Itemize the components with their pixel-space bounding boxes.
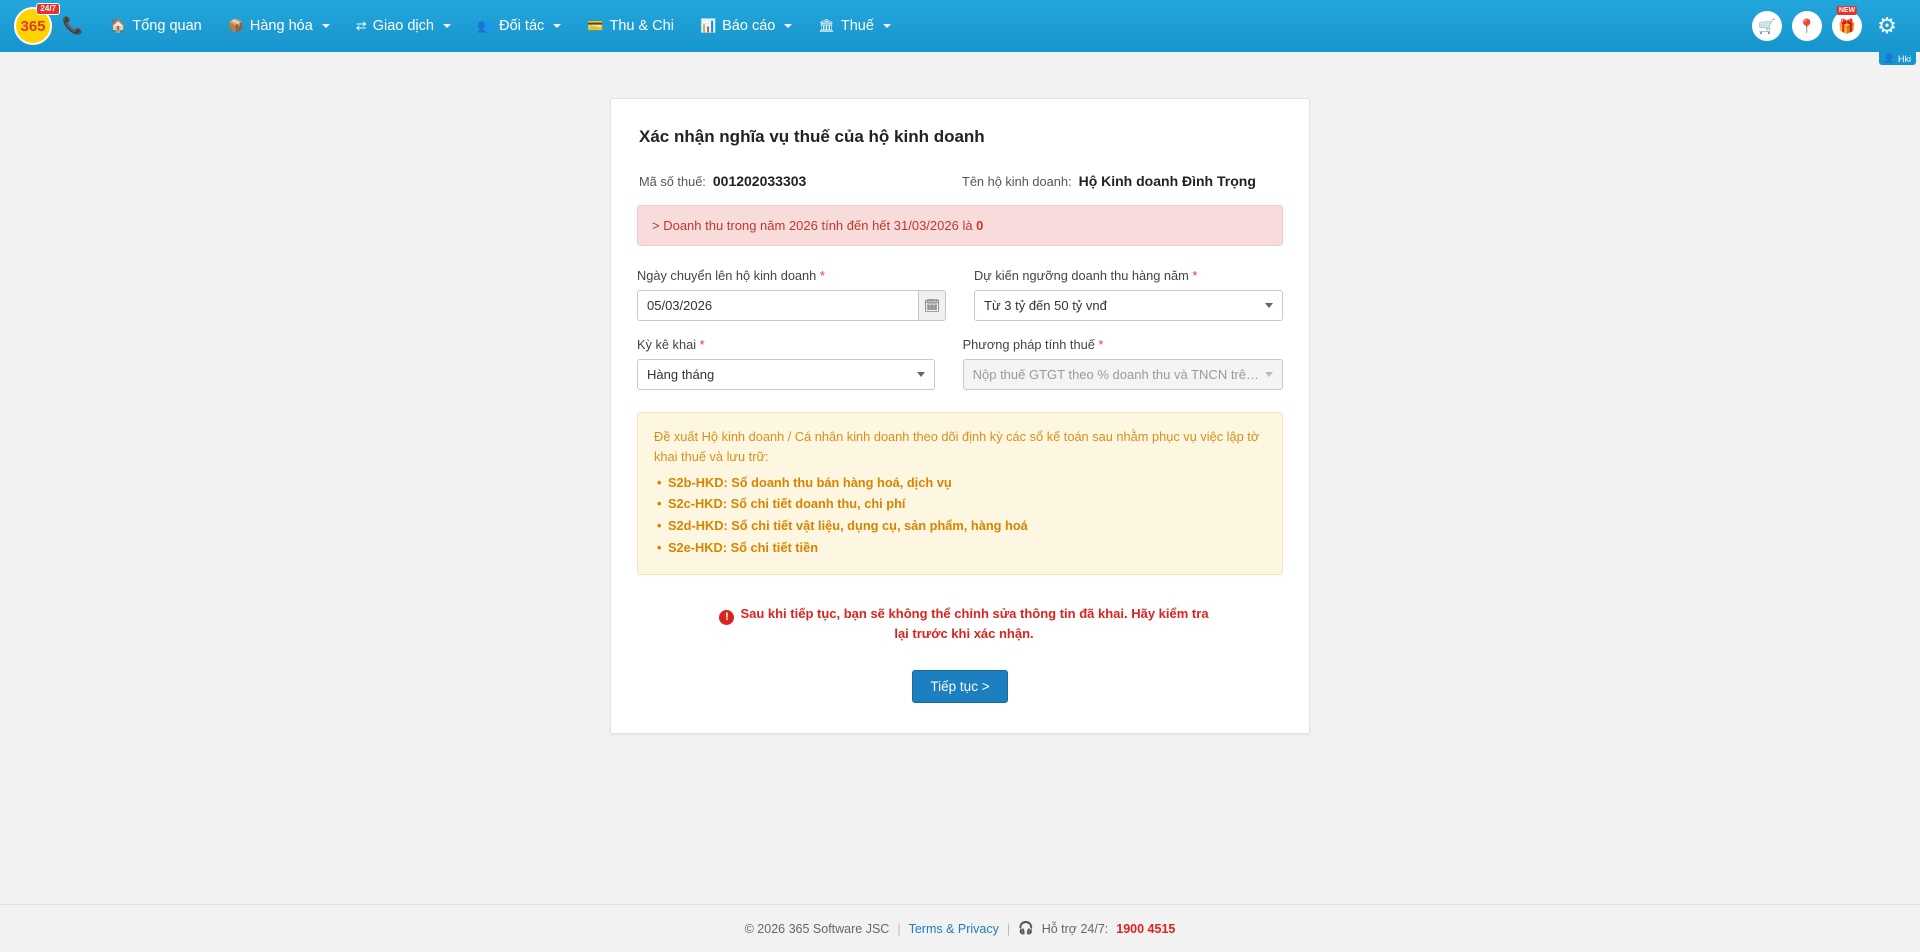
main-menu bbox=[97, 0, 904, 52]
user-chip[interactable] bbox=[1879, 52, 1916, 65]
revenue-threshold-select[interactable] bbox=[974, 290, 1283, 321]
declaration-period-label bbox=[637, 337, 935, 352]
new-badge: NEW bbox=[1838, 7, 1856, 14]
list-item: • S2b-HKD: Sổ doanh thu bán hàng hoá, dịch vụ bbox=[654, 473, 1266, 493]
wallet-icon: 💳 bbox=[587, 18, 604, 33]
chevron-down-icon bbox=[1265, 372, 1273, 377]
revenue-threshold-label-text: Dự kiến ngưỡng doanh thu hàng năm bbox=[974, 268, 1189, 283]
field-declaration-period bbox=[637, 337, 935, 390]
list-item: • S2e-HKD: Sổ chi tiết tiền bbox=[654, 538, 1266, 558]
field-tax-method bbox=[963, 337, 1283, 390]
calendar-icon[interactable]: 🗓 bbox=[918, 290, 946, 321]
suggestion-list bbox=[654, 473, 1266, 558]
business-info-row bbox=[637, 173, 1283, 189]
nav-item-bao-cao[interactable] bbox=[687, 0, 805, 52]
revenue-alert-text: > Doanh thu trong năm 2026 tính đến hết 31/03/2026 là bbox=[652, 218, 977, 233]
transfer-date-label bbox=[637, 268, 946, 283]
location-pin-icon[interactable] bbox=[1792, 11, 1822, 41]
bank-icon: 🏛 bbox=[818, 18, 835, 33]
gift-glyph: 🎁 bbox=[1838, 17, 1856, 34]
transfer-date-input[interactable] bbox=[637, 290, 918, 321]
suggestion-intro: Đề xuất Hộ kinh doanh / Cá nhân kinh doanh theo dõi định kỳ các sổ kế toán sau nhằm phục vụ việc lập tờ khai thuế và lưu trữ: bbox=[654, 429, 1260, 464]
tax-code-label: Mã số thuế: bbox=[639, 174, 706, 189]
pin-glyph: 📍 bbox=[1798, 17, 1816, 34]
chart-icon: 📊 bbox=[699, 18, 717, 33]
nav-label: Tổng quan bbox=[132, 18, 202, 34]
dashboard-icon: 🏠 bbox=[110, 18, 127, 33]
field-transfer-date bbox=[637, 268, 946, 321]
business-name-value: Hộ Kinh doanh Đình Trọng bbox=[1078, 173, 1256, 189]
nav-label: Giao dịch bbox=[372, 18, 434, 34]
declaration-period-select[interactable] bbox=[637, 359, 935, 390]
nav-label: Thu & Chi bbox=[609, 18, 674, 34]
alert-icon: ! bbox=[719, 610, 734, 625]
user-icon: 👤 bbox=[1883, 53, 1895, 63]
tax-method-value: Nộp thuế GTGT theo % doanh thu và TNCN trê… bbox=[972, 367, 1259, 382]
business-name-block bbox=[960, 173, 1283, 189]
footer-separator: | bbox=[1006, 921, 1011, 936]
revenue-threshold-value: Từ 3 tỷ đến 50 tỷ vnđ bbox=[984, 298, 1107, 313]
page-content bbox=[0, 52, 1920, 904]
revenue-alert-value: 0 bbox=[976, 218, 984, 233]
nav-label: Báo cáo bbox=[722, 18, 776, 34]
chevron-down-icon bbox=[443, 24, 451, 28]
cart-glyph: 🛒 bbox=[1758, 17, 1776, 34]
tax-method-label bbox=[963, 337, 1283, 352]
form-row-2 bbox=[637, 337, 1283, 390]
required-mark: * bbox=[699, 337, 705, 352]
required-mark: * bbox=[1098, 337, 1104, 352]
list-item: • S2d-HKD: Sổ chi tiết vật liệu, dụng cụ, sản phẩm, hàng hoá bbox=[654, 516, 1266, 536]
form-row-1 bbox=[637, 268, 1283, 321]
app-logo[interactable] bbox=[14, 4, 56, 45]
irreversible-warning bbox=[705, 605, 1215, 644]
page-title: Xác nhận nghĩa vụ thuế của hộ kinh doanh bbox=[639, 127, 985, 146]
footer-separator: | bbox=[897, 921, 901, 936]
support-label: Hỗ trợ 24/7: bbox=[1041, 921, 1109, 936]
nav-item-tong-quan[interactable] bbox=[97, 0, 215, 52]
required-mark: * bbox=[1192, 268, 1198, 283]
transfer-date-label-text: Ngày chuyển lên hộ kinh doanh bbox=[637, 268, 817, 283]
card-actions bbox=[637, 670, 1283, 703]
nav-label: Hàng hóa bbox=[249, 18, 313, 34]
tax-method-select bbox=[963, 359, 1283, 390]
chevron-down-icon bbox=[1265, 303, 1273, 308]
top-navbar bbox=[0, 0, 1920, 64]
nav-item-hang-hoa[interactable] bbox=[215, 0, 343, 52]
field-revenue-threshold bbox=[974, 268, 1283, 321]
headset-icon: 🎧 bbox=[1018, 921, 1034, 935]
list-item: • S2c-HKD: Sổ chi tiết doanh thu, chi phí bbox=[654, 494, 1266, 514]
chevron-down-icon bbox=[917, 372, 925, 377]
revenue-threshold-label bbox=[974, 268, 1283, 283]
box-icon: 📦 bbox=[227, 18, 244, 33]
phone-icon: 📞 bbox=[62, 16, 84, 35]
gear-icon[interactable] bbox=[1872, 11, 1902, 41]
required-mark: * bbox=[819, 268, 825, 283]
gift-icon[interactable] bbox=[1832, 7, 1862, 41]
chevron-down-icon bbox=[883, 24, 891, 28]
exchange-icon: ⇄ bbox=[355, 18, 367, 33]
terms-privacy-link[interactable]: Terms & Privacy bbox=[908, 921, 999, 936]
logo-text: 365 bbox=[20, 17, 46, 35]
logo-247-badge: 24/7 bbox=[36, 3, 60, 15]
suggestion-box bbox=[637, 412, 1283, 575]
chevron-down-icon bbox=[553, 24, 561, 28]
declaration-period-value: Hàng tháng bbox=[647, 367, 715, 382]
tax-method-label-text: Phương pháp tính thuế bbox=[962, 337, 1095, 352]
gear-glyph: ⚙ bbox=[1877, 13, 1897, 38]
nav-item-thu-chi[interactable] bbox=[574, 0, 687, 52]
chevron-down-icon bbox=[784, 24, 792, 28]
nav-item-doi-tac[interactable] bbox=[464, 0, 574, 52]
user-chip-label: Hki bbox=[1898, 53, 1911, 64]
business-name-label: Tên hộ kinh doanh: bbox=[962, 174, 1072, 189]
nav-label: Đối tác bbox=[499, 18, 545, 34]
tax-confirmation-card bbox=[610, 98, 1310, 734]
nav-item-thue[interactable] bbox=[805, 0, 904, 52]
tax-code-block bbox=[637, 173, 960, 189]
tax-code-value: 001202033303 bbox=[712, 173, 807, 189]
continue-button[interactable]: Tiếp tục > bbox=[912, 670, 1007, 703]
support-phone: 1900 4515 bbox=[1116, 921, 1176, 936]
declaration-period-label-text: Kỳ kê khai bbox=[637, 337, 697, 352]
nav-label: Thuế bbox=[840, 18, 874, 34]
copyright-text: © 2026 365 Software JSC bbox=[744, 921, 890, 936]
chevron-down-icon bbox=[322, 24, 330, 28]
page-footer bbox=[0, 904, 1920, 952]
cart-icon[interactable] bbox=[1752, 11, 1782, 41]
warning-text: Sau khi tiếp tục, bạn sẽ không thể chỉnh sửa thông tin đã khai. Hãy kiểm tra lại trước khi xác nhận. bbox=[740, 605, 1209, 641]
transfer-date-input-wrap bbox=[637, 290, 946, 321]
revenue-alert bbox=[637, 205, 1283, 246]
users-icon: 👥 bbox=[476, 18, 494, 33]
navbar-actions bbox=[1752, 7, 1906, 41]
nav-item-giao-dich[interactable] bbox=[343, 0, 464, 52]
